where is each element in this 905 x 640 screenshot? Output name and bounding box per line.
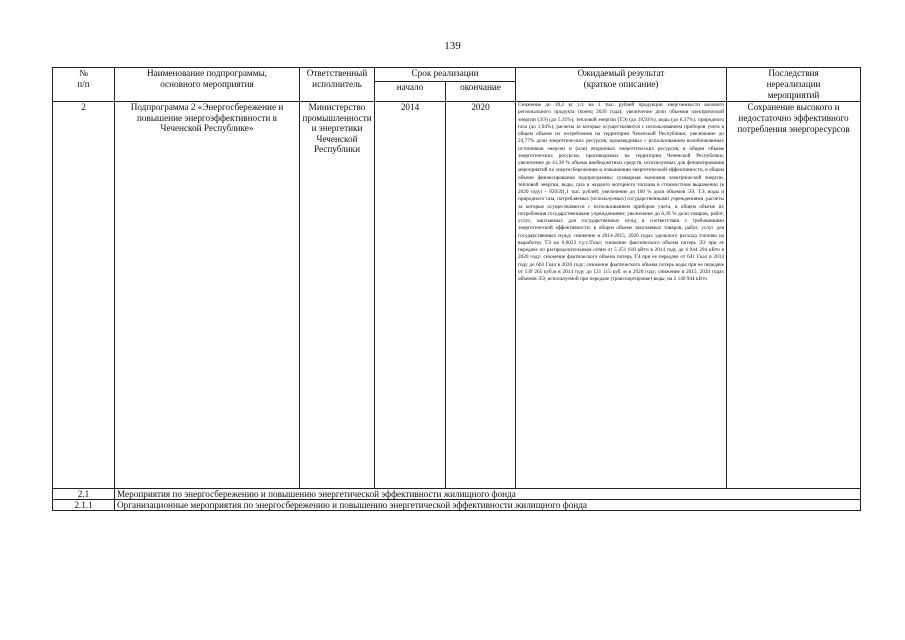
table-row-section (53, 500, 861, 511)
row-responsible: Министерство промышленности и энергетики Чеченской Республики (300, 102, 375, 489)
header-end: окончание (446, 82, 516, 102)
header-period: Срок реализации (375, 68, 516, 82)
section-num: 2.1 (53, 489, 115, 500)
header-num: № п/п (53, 68, 115, 102)
row-start: 2014 (375, 102, 446, 489)
table-row-subprogram (53, 102, 861, 489)
table-row-section (53, 489, 861, 500)
row-end: 2020 (446, 102, 516, 489)
row-name: Подпрограмма 2 «Энергосбережение и повышение энергоэффективности в Чеченской Республике» (115, 102, 300, 489)
section-title: Мероприятия по энергосбережению и повышению энергетической эффективности жилищного фонда (115, 489, 861, 500)
section-num: 2.1.1 (53, 500, 115, 511)
header-result: Ожидаемый результат (краткое описание) (516, 68, 727, 102)
header-consequences: Последствия нереализации мероприятий (727, 68, 861, 102)
page-number: 139 (444, 40, 461, 52)
program-table (52, 67, 861, 511)
header-start: начало (375, 82, 446, 102)
row-consequences: Сохранение высокого и недостаточно эффективного потребления энергоресурсов (727, 102, 861, 489)
header-name: Наименование подпрограммы, основного мероприятия (115, 68, 300, 102)
row-num: 2 (53, 102, 115, 489)
header-responsible: Ответственный исполнитель (300, 68, 375, 102)
section-title: Организационные мероприятия по энергосбережению и повышению энергетической эффективности жилищного фонда (115, 500, 861, 511)
row-result: Снижение до 39,2 кг у.т. на 1 тыс. рублей продукции энергоемкости валового регионального продукта (конец 2020 года); увеличение доли объемов электрической энергии (ЭЭ) (до 5,35%), тепловой энергии (ТЭ) (до 18,93%), воды (до 6,37%), природного газа (до 1,04%), расчеты за которые осуществляются с использованием приборов учета в общем объеме их потребления на территории Чеченской Республики; увеличение до 24,77% доли энергетических ресурсов, производимых с использованием возобновляемых источников энергии и (или) вторичных энергетических ресурсов, в общем объеме энергетических ресурсов, производимых на территории Чеченской Республики; увеличение до 41,38 % объема внебюджетных средств, используемых для финансирования мероприятий по энергосбережению и повышению энергетической эффективности, в общем объеме финансирования подпрограммы; суммарная экономия электрической энергии, тепловой энергии, воды, газа и жидкого моторного топлива в стоимостном выражении (в 2020 году) – 820591,1 тыс. рублей; увеличение до 100 % доли объемов ЭЭ, ТЭ, воды и природного газа, потребляемых (используемых) государственными учреждениями, расчеты за которые осуществляются с использованием приборов учета, в общем объеме их потребления государственными учреждениями; увеличение до 6,39 % доли товаров, работ, услуг, закупаемых для государственных нужд в соответствии с требованиями энергетической эффективности, в общем объеме закупаемых товаров, работ, услуг для государственных нужд; снижение в 2014-2015, 2020 годах удельного расхода топлива на выработку ТЭ на 0,0023 т.у.т./Гкал; снижение фактического объема потерь ЭЭ при ее передаче по распределительным сетям от 5 251 618 кВтч в 2014 году до 4 944 294 кВтч в 2020 году; снижение фактического объема потерь ТЭ при ее передаче от 641 Гкал в 2014 году до 603 Гкал в 2020 году; снижение фактического объема потерь воды при ее передаче от 139 265 куб.м в 2014 году до 121 115 куб. м в 2020 году; снижение в 2015, 2020 годах объемов ЭЭ, используемой при передаче (транспортировке) воды, на 2 140 944 кВтч (516, 102, 727, 489)
